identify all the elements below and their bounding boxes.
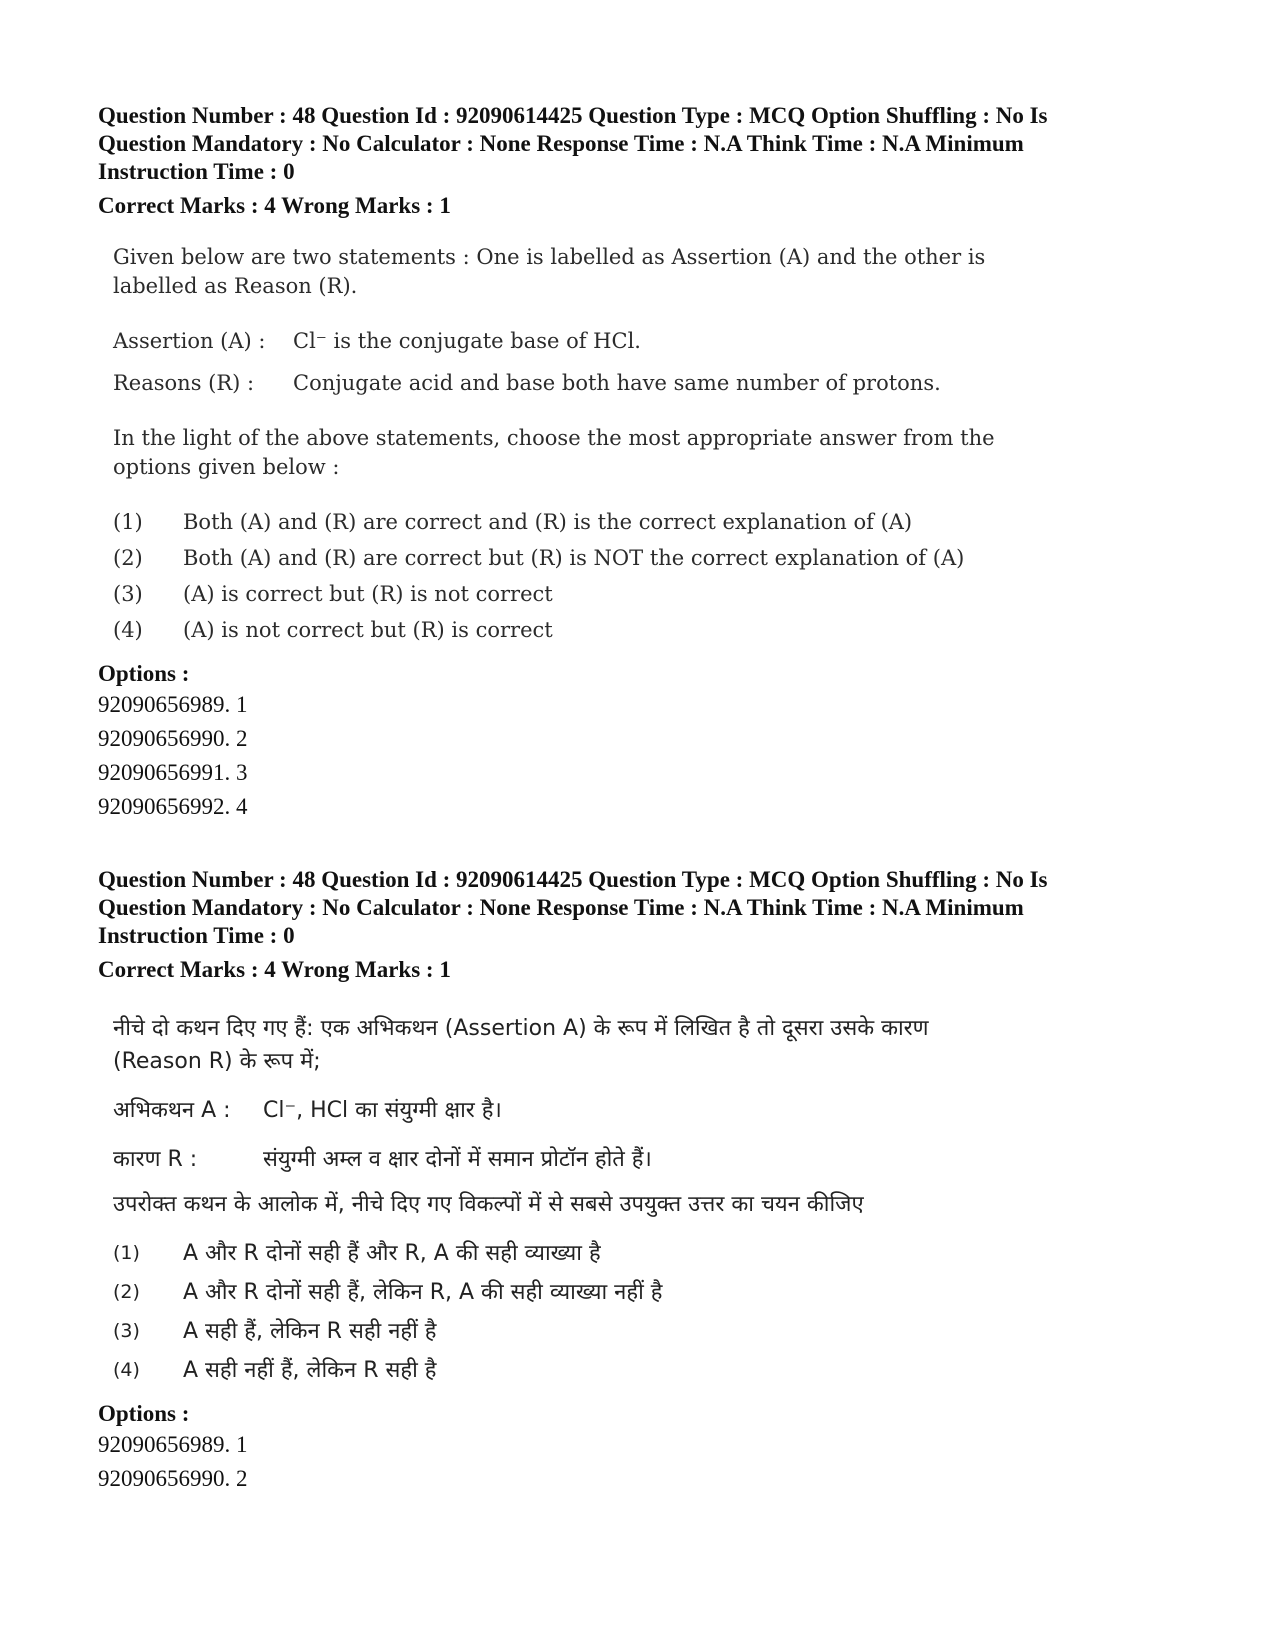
option-item: 92090656989. 1 xyxy=(98,692,248,717)
choice-text: A और R दोनों सही हैं, लेकिन R, A की सही व्याख्या नहीं है xyxy=(183,1280,663,1305)
question-2-meta xyxy=(98,866,1178,984)
option-item: 92090656989. 1 xyxy=(98,1432,248,1457)
meta-line: Question Mandatory : No Calculator : None Response Time : N.A Think Time : N.A Minimum xyxy=(98,895,1024,920)
meta-line: Question Mandatory : No Calculator : None Response Time : N.A Think Time : N.A Minimum xyxy=(98,131,1024,156)
choice-number: (1) xyxy=(113,1242,140,1264)
choice-text: Both (A) and (R) are correct but (R) is NOT the correct explanation of (A) xyxy=(183,546,965,570)
options-title: Options : xyxy=(98,661,190,686)
choice-number: (2) xyxy=(113,1281,140,1303)
choice-row xyxy=(113,544,1063,573)
choice-number: (2) xyxy=(113,546,143,570)
choice-row xyxy=(113,1239,1063,1268)
choice-number: (4) xyxy=(113,1359,140,1381)
marks-line: Correct Marks : 4 Wrong Marks : 1 xyxy=(98,957,451,982)
choice-text: A सही नहीं हैं, लेकिन R सही है xyxy=(183,1358,437,1383)
prompt-line: उपरोक्त कथन के आलोक में, नीचे दिए गए विकल्पों में से सबसे उपयुक्त उत्तर का चयन कीजिए xyxy=(113,1192,864,1217)
assertion-text: Cl⁻ is the conjugate base of HCl. xyxy=(293,329,641,353)
reason-label: Reasons (R) : xyxy=(113,371,255,395)
question-2-body xyxy=(113,1012,1063,1385)
intro-line: Given below are two statements : One is labelled as Assertion (A) and the other is xyxy=(113,245,986,269)
choice-text: Both (A) and (R) are correct and (R) is the correct explanation of (A) xyxy=(183,510,913,534)
choice-text: A सही हैं, लेकिन R सही नहीं है xyxy=(183,1319,437,1344)
question-1-options xyxy=(98,660,1178,824)
assertion-label: अभिकथन A : xyxy=(113,1098,231,1123)
intro-line: नीचे दो कथन दिए गए हैं: एक अभिकथन (Assertion A) के रूप में लिखित है तो दूसरा उसके कारण xyxy=(113,1016,929,1041)
intro-line: labelled as Reason (R). xyxy=(113,274,358,298)
choice-number: (4) xyxy=(113,618,143,642)
choice-row xyxy=(113,1317,1063,1346)
choice-number: (1) xyxy=(113,510,143,534)
meta-line: Instruction Time : 0 xyxy=(98,923,295,948)
choice-text: (A) is not correct but (R) is correct xyxy=(183,618,553,642)
prompt-line: options given below : xyxy=(113,455,340,479)
marks-line: Correct Marks : 4 Wrong Marks : 1 xyxy=(98,193,451,218)
options-title: Options : xyxy=(98,1401,190,1426)
meta-line: Instruction Time : 0 xyxy=(98,159,295,184)
choice-number: (3) xyxy=(113,582,143,606)
option-item: 92090656990. 2 xyxy=(98,726,248,751)
assertion-row xyxy=(113,1096,1063,1125)
reason-text: Conjugate acid and base both have same number of protons. xyxy=(293,371,941,395)
option-item: 92090656990. 2 xyxy=(98,1466,248,1491)
prompt-line: In the light of the above statements, choose the most appropriate answer from the xyxy=(113,426,995,450)
choice-row xyxy=(113,1278,1063,1307)
meta-line: Question Number : 48 Question Id : 92090614425 Question Type : MCQ Option Shuffling : No Is xyxy=(98,103,1048,128)
choice-row xyxy=(113,580,1063,609)
question-1-meta xyxy=(98,102,1178,220)
assertion-text: Cl⁻, HCl का संयुग्मी क्षार है। xyxy=(263,1098,502,1123)
assertion-row xyxy=(113,327,1063,356)
choice-text: (A) is correct but (R) is not correct xyxy=(183,582,553,606)
reason-row xyxy=(113,369,1063,398)
meta-line: Question Number : 48 Question Id : 92090614425 Question Type : MCQ Option Shuffling : No Is xyxy=(98,867,1048,892)
reason-label: कारण R : xyxy=(113,1147,198,1172)
choice-row xyxy=(113,616,1063,645)
assertion-label: Assertion (A) : xyxy=(113,329,266,353)
choice-row xyxy=(113,508,1063,537)
question-2-options xyxy=(98,1400,1178,1496)
choice-text: A और R दोनों सही हैं और R, A की सही व्याख्या है xyxy=(183,1241,601,1266)
option-item: 92090656992. 4 xyxy=(98,794,248,819)
reason-row xyxy=(113,1145,1063,1174)
question-1-body xyxy=(113,243,1063,645)
option-item: 92090656991. 3 xyxy=(98,760,248,785)
choice-row xyxy=(113,1356,1063,1385)
choice-number: (3) xyxy=(113,1320,140,1342)
reason-text: संयुग्मी अम्ल व क्षार दोनों में समान प्रोटॉन होते हैं। xyxy=(263,1147,652,1172)
intro-line: (Reason R) के रूप में; xyxy=(113,1049,321,1074)
